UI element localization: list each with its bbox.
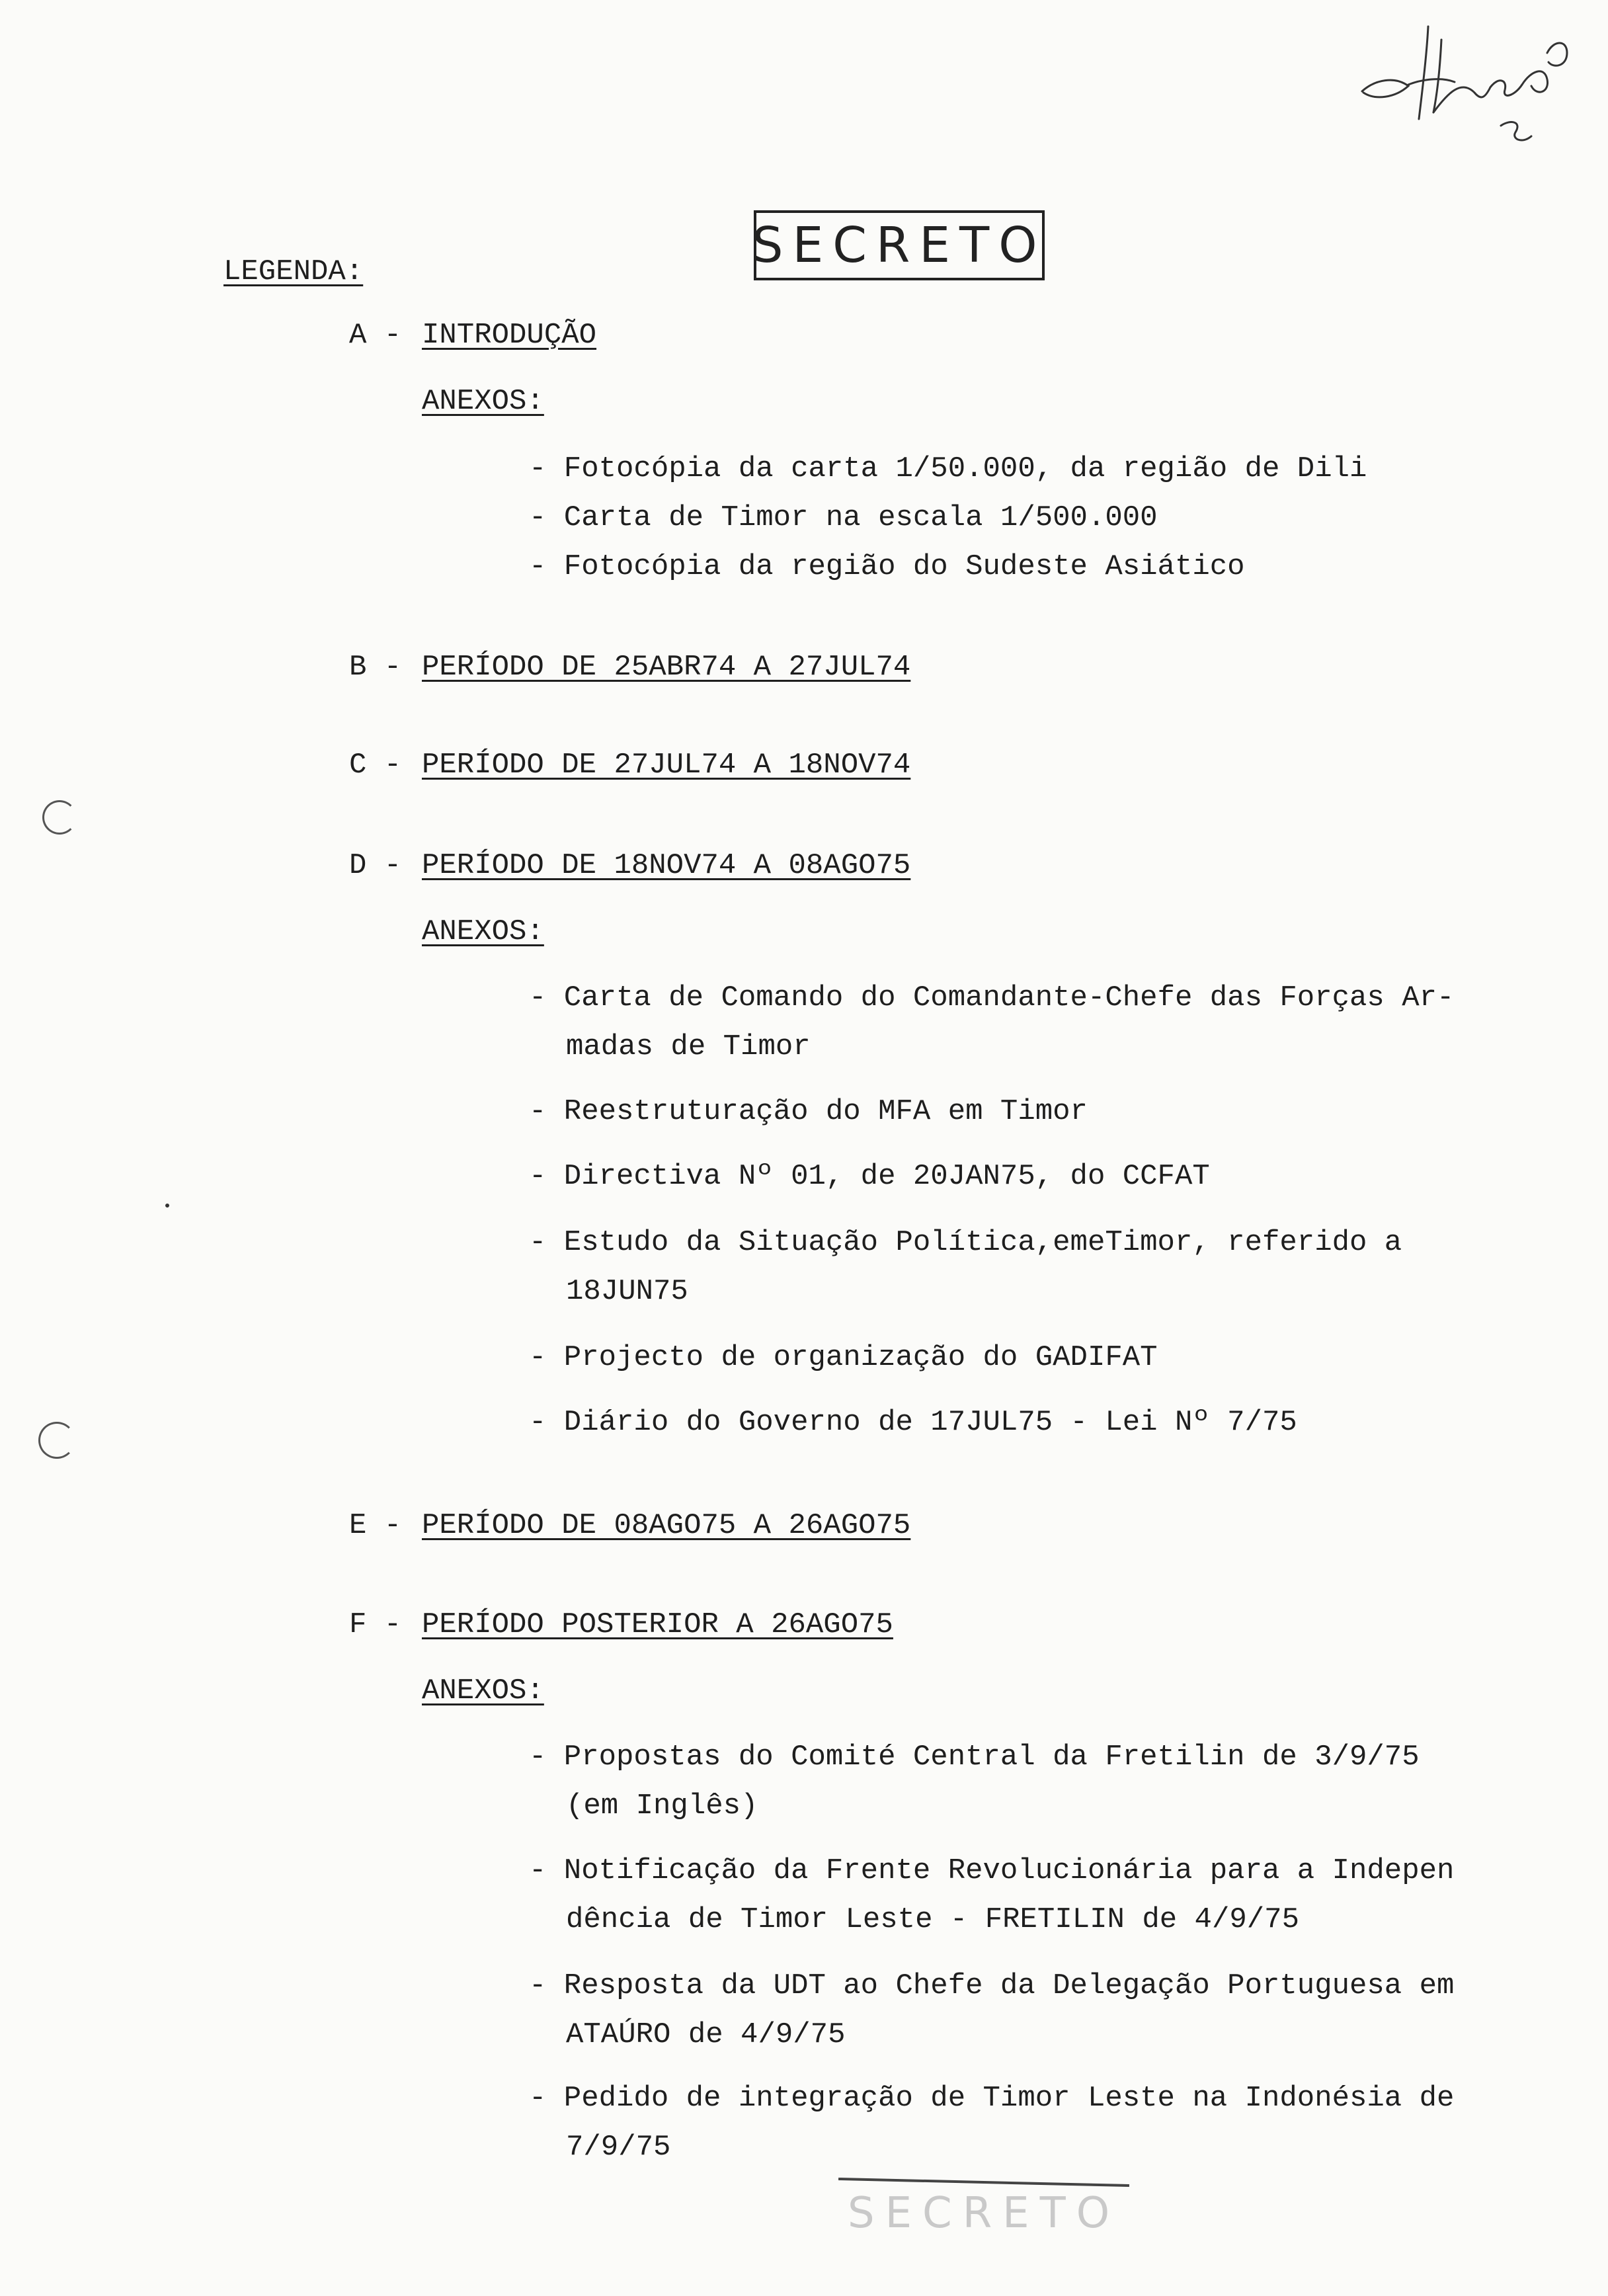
section-a-annex-label: ANEXOS: <box>422 385 544 418</box>
legend-title: LEGENDA: <box>223 255 364 288</box>
section-a-item-2: - Carta de Timor na escala 1/500.000 <box>529 501 1158 534</box>
section-f-item-2: - Notificação da Frente Revolucionária para a Indepen <box>529 1854 1455 1887</box>
section-d-item-3: - Directiva Nº 01, de 20JAN75, do CCFAT <box>529 1160 1210 1193</box>
section-d-item-1-cont: madas de Timor <box>566 1030 811 1063</box>
section-f-item-1: - Propostas do Comité Central da Fretilin de 3/9/75 <box>529 1741 1420 1774</box>
section-f-item-2-cont: dência de Timor Leste - FRETILIN de 4/9/75 <box>566 1903 1299 1936</box>
section-f-annex-label: ANEXOS: <box>422 1674 544 1707</box>
section-a-title: INTRODUÇÃO <box>422 319 597 352</box>
section-d-title: PERÍODO DE 18NOV74 A 08AGO75 <box>422 849 911 882</box>
section-f-item-1-cont: (em Inglês) <box>566 1789 758 1823</box>
section-d-item-6: - Diário do Governo de 17JUL75 - Lei Nº 7/75 <box>529 1406 1297 1439</box>
section-b-letter: B - <box>349 651 402 684</box>
section-c-title: PERÍODO DE 27JUL74 A 18NOV74 <box>422 749 911 782</box>
section-d-annex-label: ANEXOS: <box>422 915 544 948</box>
section-d-item-4: - Estudo da Situação Política,emeTimor, referido a <box>529 1226 1402 1259</box>
punch-hole-mark-1 <box>42 800 77 835</box>
section-e-title: PERÍODO DE 08AGO75 A 26AGO75 <box>422 1509 911 1542</box>
section-a-item-1: - Fotocópia da carta 1/50.000, da região de Dili <box>529 452 1367 485</box>
section-b-title: PERÍODO DE 25ABR74 A 27JUL74 <box>422 651 911 684</box>
section-f-item-3-cont: ATAÚRO de 4/9/75 <box>566 2018 846 2051</box>
secreto-stamp-bottom <box>838 2177 1129 2250</box>
speck-mark <box>165 1204 169 1208</box>
section-f-item-3: - Resposta da UDT ao Chefe da Delegação Portuguesa em <box>529 1969 1455 2002</box>
secreto-stamp-top: SECRETO <box>754 210 1045 280</box>
section-d-item-1: - Carta de Comando do Comandante-Chefe das Forças Ar- <box>529 981 1455 1014</box>
section-d-item-5: - Projecto de organização do GADIFAT <box>529 1341 1158 1374</box>
section-e-letter: E - <box>349 1509 402 1542</box>
section-f-title: PERÍODO POSTERIOR A 26AGO75 <box>422 1608 893 1641</box>
section-f-item-4-cont: 7/9/75 <box>566 2131 671 2164</box>
section-d-item-4-cont: 18JUN75 <box>566 1275 688 1308</box>
secreto-stamp-bottom-text: SECRETO <box>847 2189 1121 2238</box>
punch-hole-mark-2 <box>38 1422 75 1459</box>
section-f-item-4: - Pedido de integração de Timor Leste na Indonésia de <box>529 2082 1455 2115</box>
section-c-letter: C - <box>349 749 402 782</box>
section-a-letter: A - <box>349 319 402 352</box>
handwritten-annotation <box>1349 13 1587 159</box>
section-a-item-3: - Fotocópia da região do Sudeste Asiático <box>529 550 1245 583</box>
section-d-letter: D - <box>349 849 402 882</box>
section-d-item-2: - Reestruturação do MFA em Timor <box>529 1095 1088 1128</box>
stamp-rule <box>838 2178 1129 2187</box>
section-f-letter: F - <box>349 1608 402 1641</box>
